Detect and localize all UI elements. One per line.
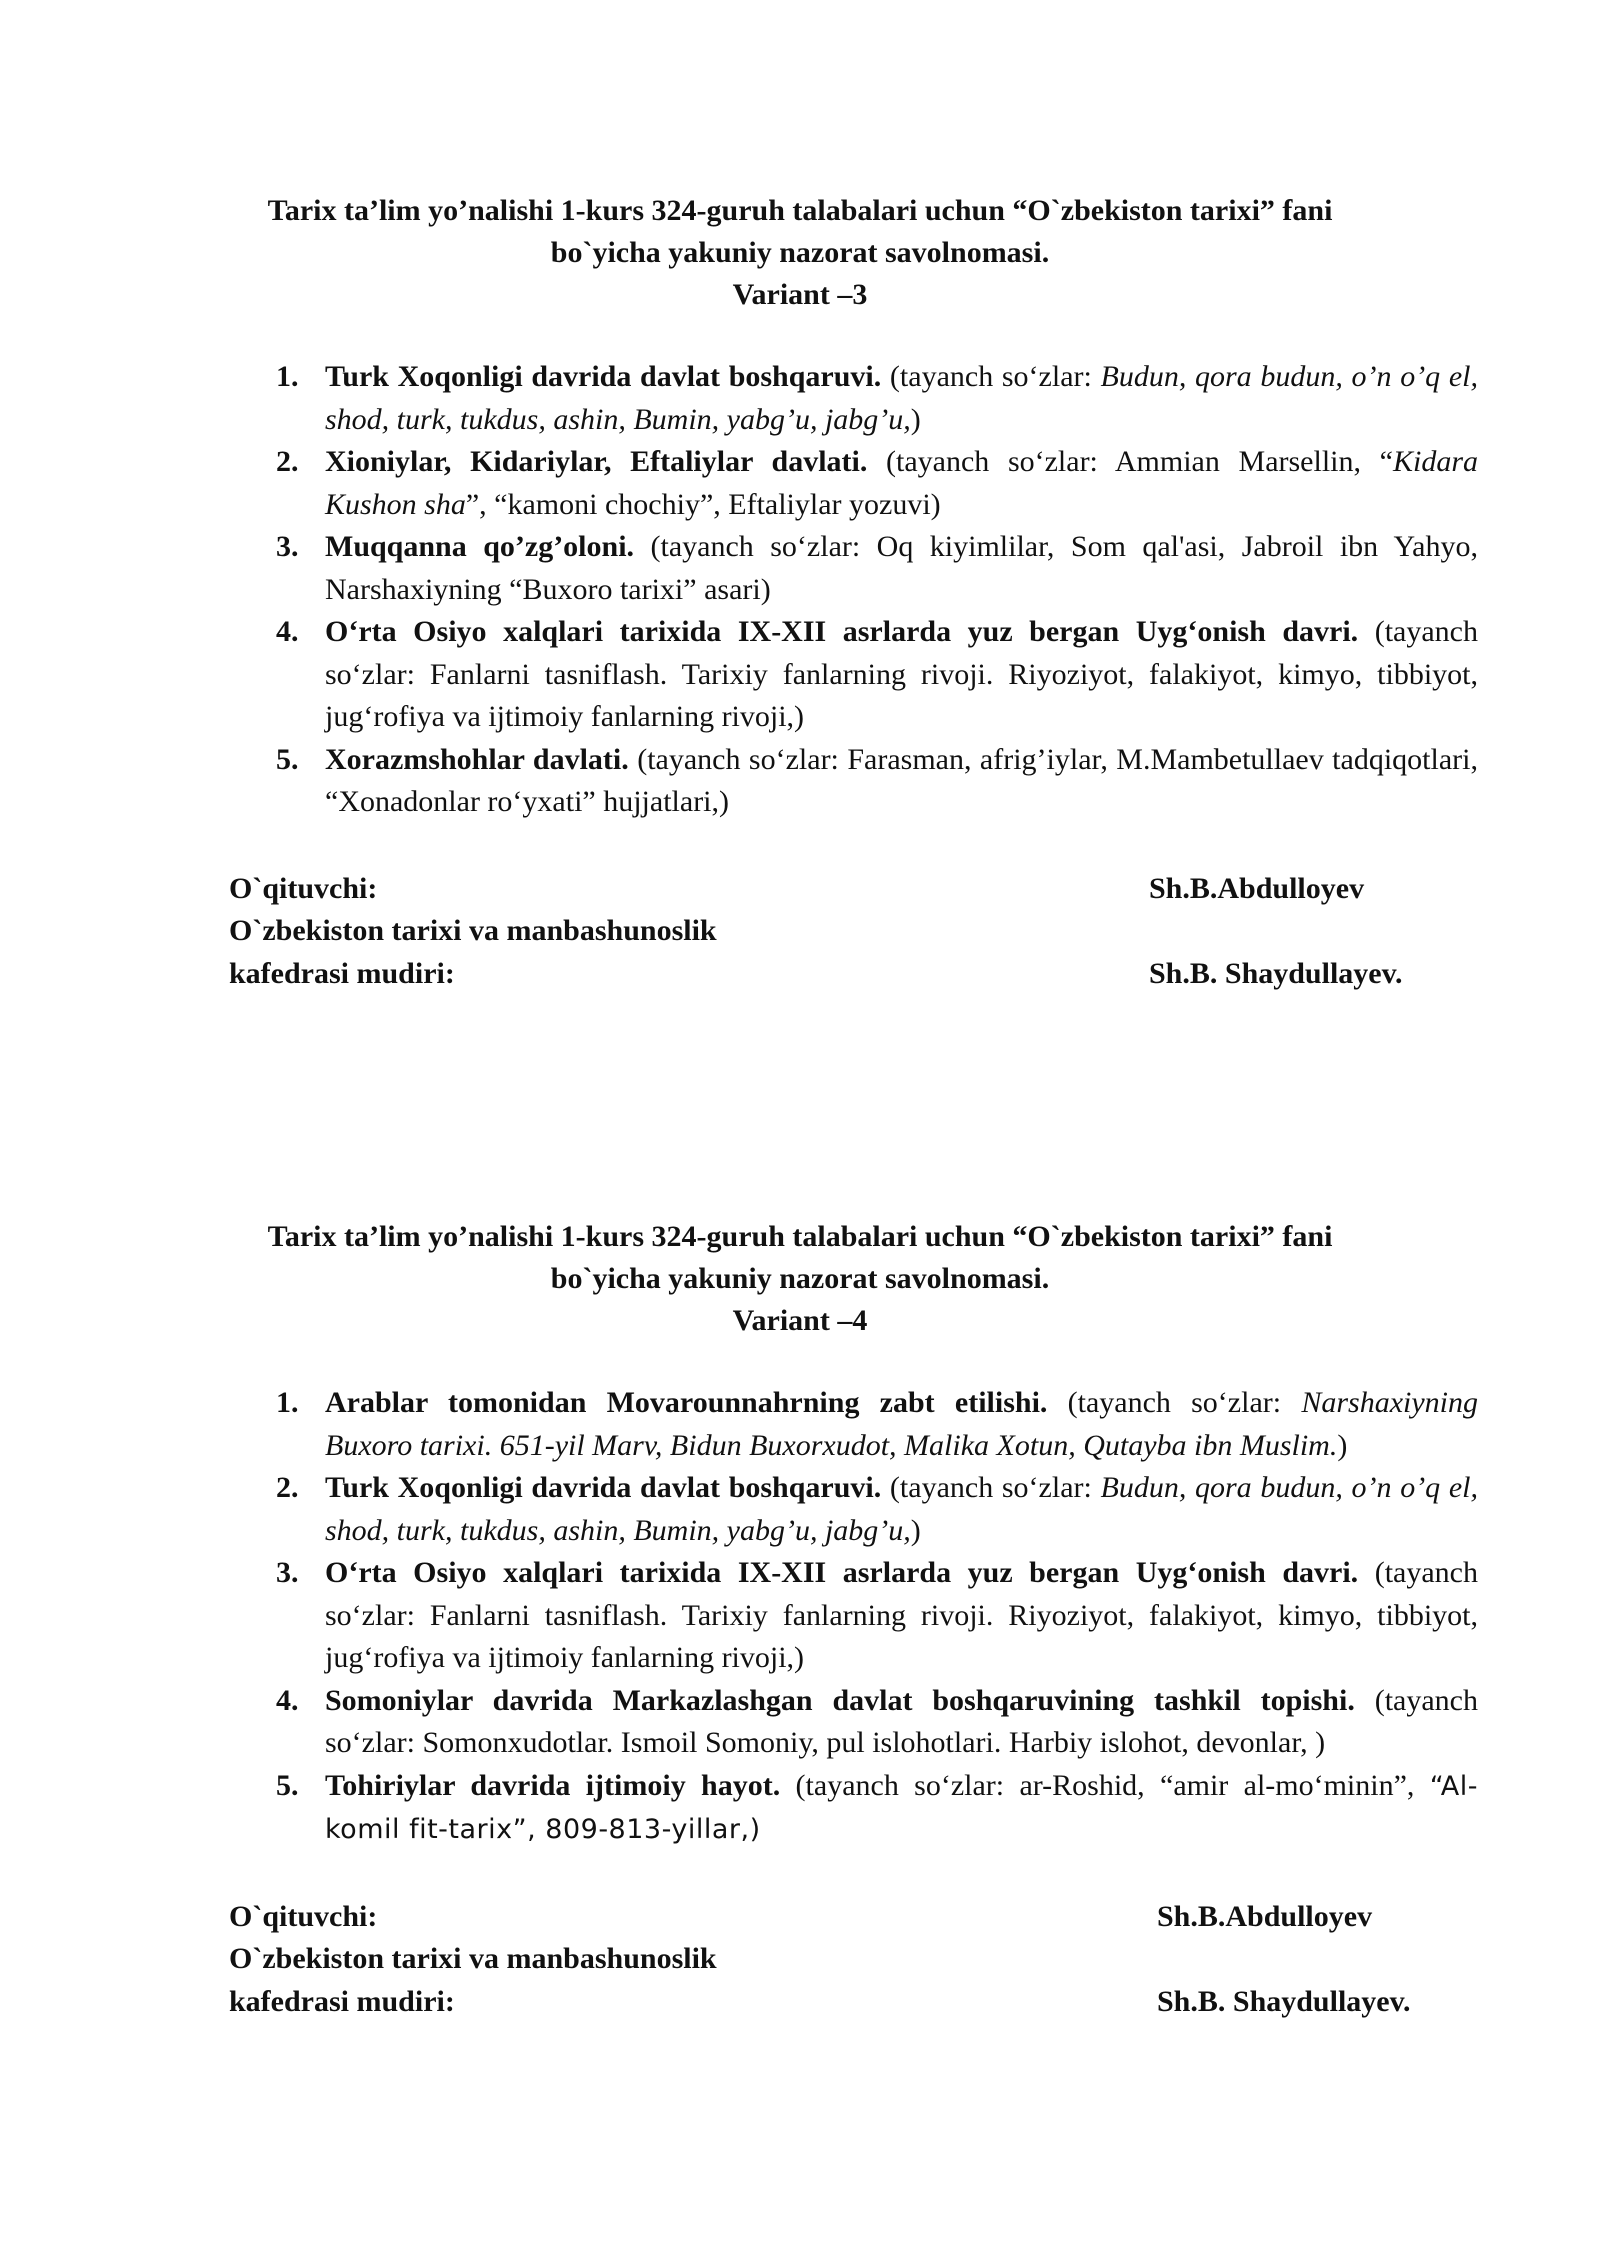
signature-block <box>229 1896 1429 2024</box>
teacher-name: Sh.B.Abdulloyev <box>1149 871 1365 905</box>
question-item <box>276 526 1478 611</box>
question-item <box>276 1680 1478 1765</box>
keywords-text: (tayanch so‘zlar: Somonxudotlar. Ismoil Somoniy, pul islohotlari. Harbiy islohot, devonlar, ) <box>325 1683 1478 1759</box>
keywords-text: (tayanch so‘zlar: Ammian Marsellin, “ <box>867 445 1393 478</box>
question-title: O‘rta Osiyo xalqlari tarixida IX-XII asrlarda yuz bergan Uyg‘onish davri. <box>325 615 1359 648</box>
question-number: 4. <box>276 1683 299 1717</box>
department-label: O`zbekiston tarixi va manbashunoslik <box>229 1942 717 1975</box>
department-label: O`zbekiston tarixi va manbashunoslik <box>229 914 717 947</box>
question-title: Turk Xoqonligi davrida davlat boshqaruvi. <box>325 360 882 393</box>
question-item <box>276 1765 1478 1852</box>
keywords-text: (tayanch so‘zlar: Fanlarni tasniflash. Tarixiy fanlarning rivoji. Riyoziyot, falakiyot, kimyo, tibbiyot, jug‘rofiya va ijtimoiy fanlarning rivoji,) <box>325 615 1478 733</box>
teacher-label: O`qituvchi: <box>229 871 378 905</box>
question-title: Muqqanna qo’zg’oloni. <box>325 530 635 563</box>
keywords-text: (tayanch so‘zlar: ar-Roshid, “amir al-mo‘minin”, <box>780 1768 1430 1802</box>
department-head-name: Sh.B. Shaydullayev. <box>1149 956 1403 990</box>
question-title: Xioniylar, Kidariylar, Eftaliylar davlati. <box>325 445 868 478</box>
keywords-close: ) <box>910 402 921 436</box>
keywords-italic: Budun, qora budun, o’n o’q el, shod, turk, tukdus, ashin, Bumin, yabg’u, jabg’u, <box>325 1471 1478 1547</box>
keywords-close: ) <box>1337 1428 1348 1462</box>
keywords-text: (tayanch so‘zlar: <box>1047 1386 1302 1419</box>
keywords-sans: “Al-komil fit-tarix”, 809-813-yillar,) <box>325 1770 1478 1845</box>
header <box>180 190 1420 316</box>
keywords-close: ”, “kamoni chochiy”, Eftaliylar yozuvi) <box>465 487 941 521</box>
question-item <box>276 1467 1478 1552</box>
question-list <box>276 1382 1478 1852</box>
department-head-label: kafedrasi mudiri: <box>229 1984 455 2018</box>
keywords-text: (tayanch so‘zlar: <box>881 360 1101 393</box>
keywords-text: (tayanch so‘zlar: Oq kiyimlilar, Som qal'asi, Jabroil ibn Yahyo, Narshaxiyning “Buxoro tarixi” asari) <box>325 530 1478 606</box>
question-title: Somoniylar davrida Markazlashgan davlat boshqaruvining tashkil topishi. <box>325 1683 1355 1717</box>
header-line-2: bo`yicha yakuniy nazorat savolnomasi. <box>550 1262 1050 1295</box>
question-item <box>276 356 1478 441</box>
keywords-text: (tayanch so‘zlar: Farasman, afrig’iylar, M.Mambetullaev tadqiqotlari, “Xonadonlar ro‘yxati” hujjatlari,) <box>325 742 1478 818</box>
question-number: 2. <box>276 445 299 478</box>
question-number: 2. <box>276 1471 299 1504</box>
teacher-label: O`qituvchi: <box>229 1899 378 1933</box>
question-item <box>276 739 1478 824</box>
keywords-italic: Budun, qora budun, o’n o’q el, shod, turk, tukdus, ashin, Bumin, yabg’u, jabg’u, <box>325 360 1478 436</box>
question-title: Xorazmshohlar davlati. <box>325 742 629 776</box>
header-line-1: Tarix ta’lim yo’nalishi 1-kurs 324-guruh talabalari uchun “O`zbekiston tarixi” fani <box>267 1220 1333 1253</box>
keywords-text: (tayanch so‘zlar: Fanlarni tasniflash. Tarixiy fanlarning rivoji. Riyoziyot, falakiyot, kimyo, tibbiyot, jug‘rofiya va ijtimoiy fanlarning rivoji,) <box>325 1556 1478 1674</box>
question-title: Turk Xoqonligi davrida davlat boshqaruvi. <box>325 1471 882 1504</box>
question-number: 3. <box>276 530 299 563</box>
question-number: 5. <box>276 1768 299 1802</box>
question-item <box>276 611 1478 739</box>
question-number: 5. <box>276 742 299 776</box>
question-item <box>276 1552 1478 1680</box>
keywords-close: ) <box>910 1513 921 1547</box>
question-number: 1. <box>276 1386 299 1419</box>
question-number: 1. <box>276 360 299 393</box>
keywords-italic: Kidara Kushon sha <box>325 445 1478 521</box>
keywords-text: (tayanch so‘zlar: <box>881 1471 1101 1504</box>
variant-title: Variant –4 <box>732 1304 868 1337</box>
signature-block <box>229 868 1429 996</box>
question-title: Tohiriylar davrida ijtimoiy hayot. <box>325 1768 781 1802</box>
department-head-label: kafedrasi mudiri: <box>229 956 455 990</box>
department-head-name: Sh.B. Shaydullayev. <box>1157 1984 1411 2018</box>
teacher-name: Sh.B.Abdulloyev <box>1157 1899 1373 1933</box>
variant-title: Variant –3 <box>732 278 868 311</box>
question-item <box>276 1382 1478 1467</box>
question-number: 3. <box>276 1556 299 1589</box>
question-item <box>276 441 1478 526</box>
keywords-italic: Narshaxiyning Buxoro tarixi. 651-yil Marv, Bidun Buxorxudot, Malika Xotun, Qutayba ibn Muslim. <box>325 1386 1478 1462</box>
header-line-2: bo`yicha yakuniy nazorat savolnomasi. <box>550 236 1050 269</box>
variant-4-section <box>0 1216 1600 2023</box>
question-number: 4. <box>276 615 299 648</box>
question-list <box>276 356 1478 824</box>
question-title: O‘rta Osiyo xalqlari tarixida IX-XII asrlarda yuz bergan Uyg‘onish davri. <box>325 1556 1359 1589</box>
header <box>180 1216 1420 1342</box>
question-title: Arablar tomonidan Movarounnahrning zabt etilishi. <box>325 1386 1048 1419</box>
variant-3-section <box>0 190 1600 995</box>
header-line-1: Tarix ta’lim yo’nalishi 1-kurs 324-guruh talabalari uchun “O`zbekiston tarixi” fani <box>267 194 1333 227</box>
